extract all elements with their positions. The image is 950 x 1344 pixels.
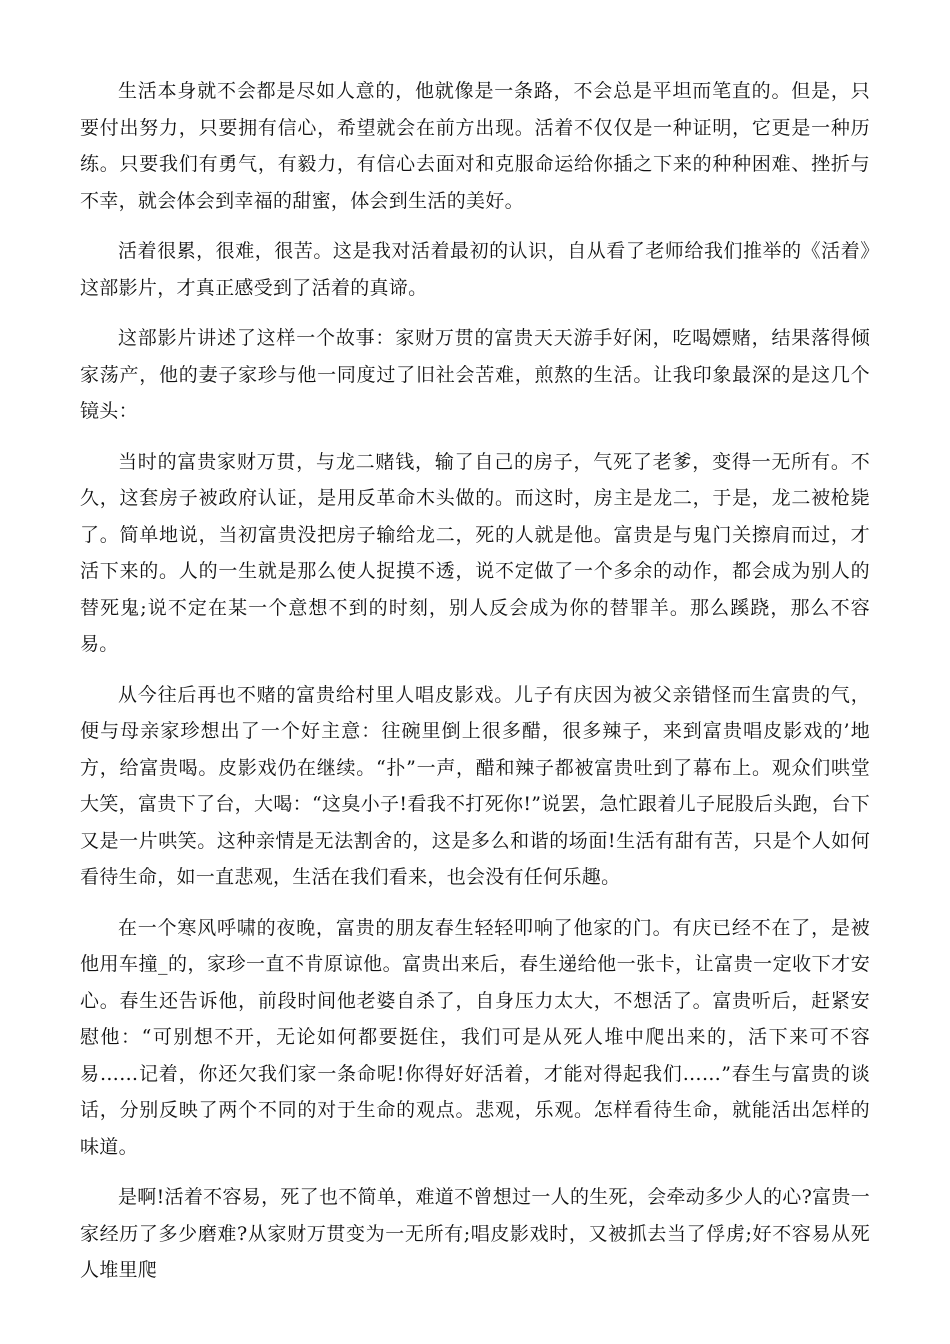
paragraph-2: 活着很累，很难，很苦。这是我对活着最初的认识，自从看了老师给我们推举的《活着》这部影片，才真正感受到了活着的真谛。 [80,240,870,299]
paragraph-1: 生活本身就不会都是尽如人意的，他就像是一条路，不会总是平坦而笔直的。但是，只要付出努力，只要拥有信心，希望就会在前方出现。活着不仅仅是一种证明，它更是一种历练。只要我们有勇气，有毅力，有信心去面对和克服命运给你插之下来的种种困难、挫折与不幸，就会体会到幸福的甜蜜，体会到生活的美好。 [80,80,870,212]
paragraph-3: 这部影片讲述了这样一个故事：家财万贯的富贵天天游手好闲，吃喝嫖赌，结果落得倾家荡产，他的妻子家珍与他一同度过了旧社会苦难，煎熬的生活。让我印象最深的是这几个镜头： [80,327,870,422]
paragraph-7: 是啊!活着不容易，死了也不简单，难道不曾想过一人的生死，会牵动多少人的心?富贵一家经历了多少磨难?从家财万贯变为一无所有;唱皮影戏时，又被抓去当了俘虏;好不容易从死人堆里爬 [80,1186,870,1281]
paragraph-6: 在一个寒风呼啸的夜晚，富贵的朋友春生轻轻叩响了他家的门。有庆已经不在了，是被他用车撞_的，家珍一直不肯原谅他。富贵出来后，春生递给他一张卡，让富贵一定收下才安心。春生还告诉他，前段时间他老婆自杀了，自身压力太大，不想活了。富贵听后，赶紧安慰他：“可别想不开，无论如何都要挺住，我们可是从死人堆中爬出来的，活下来可不容易……记着，你还欠我们家一条命呢!你得好好活着，才能对得起我们……”春生与富贵的谈话，分别反映了两个不同的对于生命的观点。悲观，乐观。怎样看待生命，就能活出怎样的味道。 [80,916,870,1158]
paragraph-5: 从今往后再也不赌的富贵给村里人唱皮影戏。儿子有庆因为被父亲错怪而生富贵的气，便与母亲家珍想出了一个好主意：往碗里倒上很多醋，很多辣子，来到富贵唱皮影戏的’地方，给富贵喝。皮影戏仍在继续。“扑”一声，醋和辣子都被富贵吐到了幕布上。观众们哄堂大笑，富贵下了台，大喝：“这臭小子!看我不打死你!”说罢，急忙跟着儿子屁股后头跑，台下又是一片哄笑。这种亲情是无法割舍的，这是多么和谐的场面!生活有甜有苦，只是个人如何看待生命，如一直悲观，生活在我们看来，也会没有任何乐趣。 [80,683,870,888]
paragraph-4: 当时的富贵家财万贯，与龙二赌钱，输了自己的房子，气死了老爹，变得一无所有。不久，这套房子被政府认证，是用反革命木头做的。而这时，房主是龙二，于是，龙二被枪毙了。简单地说，当初富贵没把房子输给龙二，死的人就是他。富贵是与鬼门关擦肩而过，才活下来的。人的一生就是那么使人捉摸不透，说不定做了一个多余的动作，都会成为别人的替死鬼;说不定在某一个意想不到的时刻，别人反会成为你的替罪羊。那么蹊跷，那么不容易。 [80,450,870,655]
document-page [80,73,870,1303]
